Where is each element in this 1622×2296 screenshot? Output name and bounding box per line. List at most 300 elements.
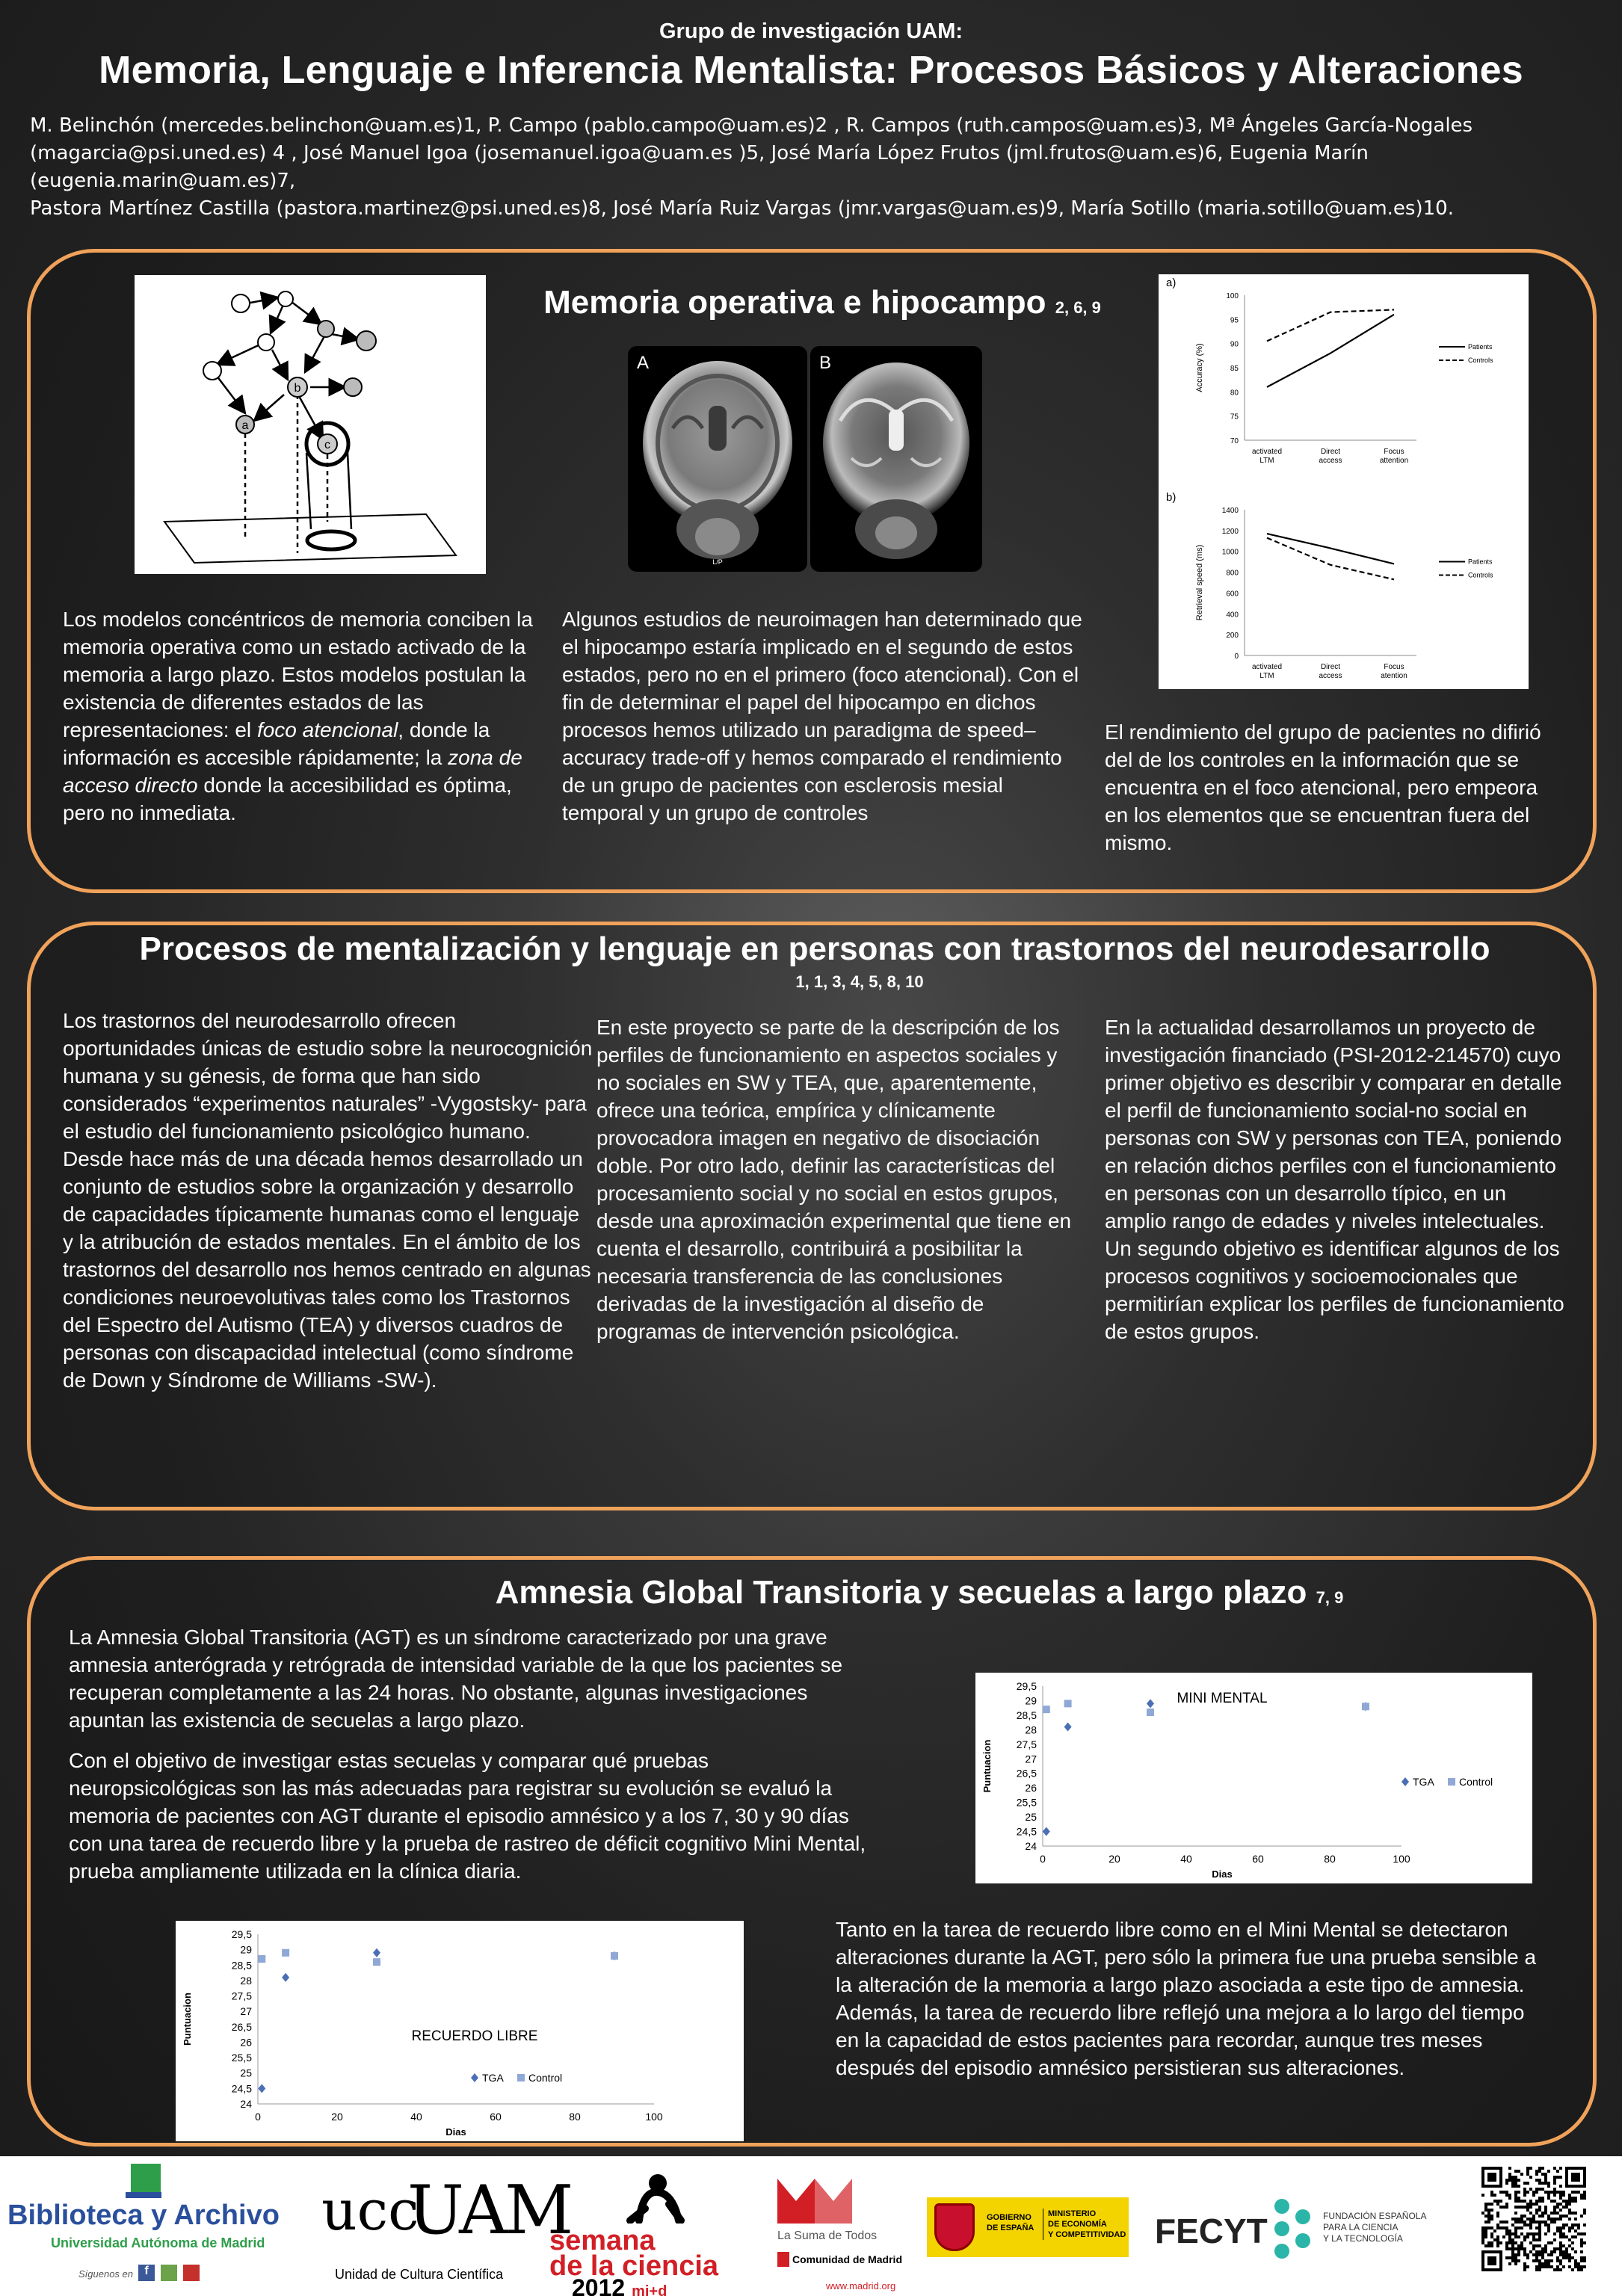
mri-image-b — [810, 346, 982, 572]
qr-module — [1547, 2259, 1550, 2262]
legend-label: Patients — [1468, 343, 1493, 351]
y-tick-label: 28,5 — [1016, 1709, 1037, 1721]
qr-module — [1520, 2244, 1523, 2247]
qr-module — [1550, 2265, 1553, 2268]
section-mentalizacion-title-text: Procesos de mentalización y lenguaje en personas con trastornos del neurodesarrollo — [139, 931, 1490, 967]
qr-module — [1514, 2182, 1517, 2185]
y-tick-label: 95 — [1230, 316, 1239, 325]
qr-module — [1532, 2232, 1535, 2235]
qr-module — [1559, 2218, 1562, 2221]
qr-module — [1559, 2247, 1562, 2250]
qr-module — [1547, 2229, 1550, 2232]
qr-module — [1544, 2191, 1547, 2194]
qr-module — [1484, 2215, 1487, 2218]
qr-module — [1553, 2167, 1556, 2170]
gobierno-label — [987, 2212, 1034, 2233]
legend-label: Control — [1459, 1776, 1493, 1788]
qr-module — [1514, 2229, 1517, 2232]
qr-module — [1535, 2238, 1538, 2241]
section-amnesia-p2: Con el objetivo de investigar estas secuelas y comparar qué pruebas neuropsicológicas son las más adecuadas para registrar su evolución se evaluó la memoria de pacientes con AGT durante el episodio amnésico y a los 7, 30 y 90 días con una tarea de recuerdo libre y la prueba de rastreo de déficit cognitivo Mini Mental, prueba ampliamente utilizada en la clínica diaria. — [69, 1749, 866, 1883]
qr-module — [1496, 2215, 1499, 2218]
qr-module — [1559, 2235, 1562, 2238]
x-axis-label: Dias — [445, 2126, 466, 2138]
qr-module — [1544, 2176, 1547, 2179]
qr-module — [1583, 2209, 1586, 2212]
qr-module — [1556, 2203, 1559, 2206]
qr-module — [1562, 2191, 1565, 2194]
x-tick-label: 60 — [1252, 1853, 1264, 1865]
qr-module — [1550, 2218, 1553, 2221]
qr-module — [1529, 2212, 1532, 2215]
qr-module — [1484, 2209, 1487, 2212]
qr-module — [1517, 2259, 1520, 2262]
qr-module — [1523, 2268, 1526, 2271]
qr-module — [1508, 2197, 1511, 2200]
qr-module — [1553, 2221, 1556, 2224]
qr-module — [1523, 2235, 1526, 2238]
qr-module — [1535, 2191, 1538, 2194]
qr-module — [1538, 2182, 1541, 2185]
memory-network-diagram — [135, 275, 486, 574]
qr-module — [1547, 2170, 1550, 2173]
qr-module — [1568, 2200, 1571, 2203]
y-axis-label: Puntuacion — [182, 1993, 193, 2046]
semana-ciencia-logo[interactable] — [549, 2171, 729, 2296]
legend-marker — [1448, 1778, 1455, 1786]
cm-name: Comunidad de Madrid — [792, 2253, 902, 2265]
qr-module — [1529, 2221, 1532, 2224]
qr-module — [1550, 2250, 1553, 2253]
data-point-tga — [258, 2084, 265, 2093]
qr-module — [1559, 2259, 1562, 2262]
qr-module — [1541, 2188, 1544, 2191]
qr-module — [1481, 2232, 1484, 2235]
chart-panel-label: a) — [1166, 277, 1177, 289]
x-tick-label: atention — [1381, 672, 1407, 680]
youtube-icon[interactable] — [183, 2265, 200, 2281]
qr-module — [1526, 2265, 1529, 2268]
qr-module — [1490, 2226, 1493, 2229]
qr-module — [1517, 2250, 1520, 2253]
qr-module — [1535, 2226, 1538, 2229]
facebook-icon[interactable]: f — [138, 2265, 155, 2281]
qr-module — [1523, 2215, 1526, 2218]
y-tick-label: 85 — [1230, 365, 1239, 373]
qr-module — [1505, 2182, 1508, 2185]
qr-module — [1523, 2221, 1526, 2224]
qr-module — [1556, 2268, 1559, 2271]
y-tick-label: 600 — [1226, 590, 1239, 599]
qr-module — [1487, 2203, 1490, 2206]
biblioteca-logo[interactable] — [7, 2164, 321, 2291]
legend-marker — [471, 2073, 478, 2082]
gobierno-espana-logo[interactable] — [927, 2197, 1129, 2257]
fecyt-fundacion — [1323, 2211, 1426, 2244]
y-axis-label: Accuracy (%) — [1195, 343, 1204, 392]
qr-module — [1514, 2262, 1517, 2265]
section-amnesia-refs: 7, 9 — [1316, 1588, 1344, 1607]
qr-module — [1517, 2244, 1520, 2247]
qr-module — [1538, 2197, 1541, 2200]
qr-module — [1490, 2218, 1493, 2221]
qr-module — [1532, 2215, 1535, 2218]
qr-module — [1490, 2194, 1493, 2197]
qr-module — [1574, 2250, 1577, 2253]
qr-module — [1490, 2241, 1493, 2244]
qr-module — [1499, 2200, 1502, 2203]
qr-module — [1565, 2253, 1568, 2256]
data-point-tga — [1043, 1827, 1050, 1836]
fecyt-logo[interactable] — [1155, 2197, 1469, 2265]
qr-module — [1571, 2241, 1574, 2244]
qr-module — [1508, 2167, 1511, 2170]
biblioteca-icon-shadow — [126, 2192, 161, 2198]
qr-module — [1568, 2229, 1571, 2232]
qr-module — [1535, 2268, 1538, 2271]
network-svg — [135, 275, 486, 574]
qr-module — [1565, 2203, 1568, 2206]
qr-module — [1505, 2194, 1508, 2197]
qr-module — [1523, 2238, 1526, 2241]
qr-module — [1574, 2265, 1577, 2268]
mri-label-lp: L/P — [712, 558, 723, 566]
qr-module — [1493, 2238, 1496, 2241]
y-tick-label: 24,5 — [1016, 1825, 1037, 1838]
qr-module — [1538, 2221, 1541, 2224]
qr-module — [1517, 2226, 1520, 2229]
qr-module — [1553, 2179, 1556, 2182]
qr-module — [1538, 2167, 1541, 2170]
x-tick-label: Direct — [1320, 663, 1341, 671]
qr-module — [1505, 2203, 1508, 2206]
qr-module — [1553, 2209, 1556, 2212]
qr-module — [1526, 2182, 1529, 2185]
qr-module — [1514, 2206, 1517, 2209]
qr-module — [1547, 2265, 1550, 2268]
qr-module — [1580, 2232, 1583, 2235]
x-tick-label: 20 — [1108, 1853, 1120, 1865]
legend-marker — [1401, 1777, 1409, 1786]
qr-module — [1538, 2200, 1541, 2203]
y-tick-label: 25 — [1025, 1811, 1037, 1824]
mini-mental-svg — [975, 1673, 1532, 1883]
qr-module — [1481, 2241, 1484, 2244]
qr-module — [1481, 2229, 1484, 2232]
fecyt-text: FECYT — [1155, 2212, 1268, 2250]
y-tick-label: 400 — [1226, 611, 1239, 620]
qr-module — [1580, 2241, 1583, 2244]
qr-module — [1583, 2259, 1586, 2262]
y-tick-label: 25 — [240, 2067, 252, 2079]
mri-label-a: A — [637, 353, 650, 373]
qr-module — [1526, 2173, 1529, 2176]
qr-module — [1526, 2167, 1529, 2170]
qr-module — [1580, 2256, 1583, 2259]
qr-module — [1511, 2259, 1514, 2262]
gob-line2: DE ESPAÑA — [987, 2224, 1034, 2232]
qr-module — [1541, 2262, 1544, 2265]
poster-title: Memoria, Lenguaje e Inferencia Mentalista: Procesos Básicos y Alteraciones — [99, 49, 1523, 92]
qr-module — [1580, 2215, 1583, 2218]
fund-line2: PARA LA CIENCIA — [1323, 2222, 1399, 2232]
qr-module — [1496, 2212, 1499, 2215]
qr-module — [1517, 2179, 1520, 2182]
min-line3: Y COMPETITIVIDAD — [1048, 2230, 1126, 2239]
uam-text: UAM — [407, 2171, 571, 2250]
qr-module — [1529, 2206, 1532, 2209]
mini-mental-chart — [975, 1673, 1532, 1883]
y-tick-label: 26 — [240, 2036, 252, 2049]
qr-module — [1538, 2206, 1541, 2209]
y-axis-label: Retrieval speed (ms) — [1195, 544, 1204, 621]
qr-module — [1559, 2185, 1562, 2188]
siguenos-label: Síguenos en — [78, 2268, 134, 2280]
qr-module — [1496, 2244, 1499, 2247]
qr-module — [1538, 2188, 1541, 2191]
semana-line1: semana — [549, 2225, 656, 2256]
qr-module — [1520, 2247, 1523, 2250]
qr-module — [1559, 2232, 1562, 2235]
qr-module — [1574, 2262, 1577, 2265]
series-line-patients — [1267, 315, 1394, 387]
x-tick-label: access — [1319, 457, 1342, 465]
qr-module — [1511, 2241, 1514, 2244]
qr-module — [1484, 2221, 1487, 2224]
qr-module — [1553, 2188, 1556, 2191]
qr-module — [1535, 2170, 1538, 2173]
qr-module — [1526, 2218, 1529, 2221]
qr-module — [1487, 2218, 1490, 2221]
qr-module — [1493, 2200, 1496, 2203]
qr-module — [1532, 2235, 1535, 2238]
qr-module — [1538, 2232, 1541, 2235]
qr-module — [1574, 2200, 1577, 2203]
data-point-tga — [1147, 1699, 1154, 1708]
qr-module — [1520, 2215, 1523, 2218]
qr-module — [1505, 2244, 1508, 2247]
accuracy-speed-charts — [1159, 274, 1529, 689]
qr-module — [1523, 2194, 1526, 2197]
y-axis-label: Puntuacion — [981, 1739, 993, 1793]
legend-label: TGA — [482, 2072, 504, 2084]
qr-module — [1580, 2197, 1583, 2200]
qr-module — [1523, 2265, 1526, 2268]
qr-module — [1577, 2224, 1580, 2226]
biblioteca-icon — [131, 2164, 161, 2194]
section-memoria-title — [493, 284, 1151, 321]
qr-module — [1508, 2179, 1511, 2182]
cm-slogan: La Suma de Todos — [777, 2229, 878, 2242]
qr-module — [1505, 2179, 1508, 2182]
qr-module — [1550, 2241, 1553, 2244]
section-memoria-col1 — [63, 605, 541, 827]
qr-module — [1529, 2226, 1532, 2229]
comunidad-madrid-logo[interactable] — [774, 2179, 923, 2296]
semana-line2: de la ciencia — [549, 2250, 719, 2282]
cm-url[interactable]: www.madrid.org — [826, 2280, 896, 2292]
qr-module — [1520, 2173, 1523, 2176]
qr-module — [1535, 2250, 1538, 2253]
qr-module — [1541, 2256, 1544, 2259]
qr-module — [1541, 2200, 1544, 2203]
qr-module — [1514, 2197, 1517, 2200]
qr-module — [1526, 2235, 1529, 2238]
qr-module — [1553, 2182, 1556, 2185]
qr-module — [1514, 2170, 1517, 2173]
qr-module — [1559, 2176, 1562, 2179]
qr-module — [1577, 2262, 1580, 2265]
qr-module — [1484, 2206, 1487, 2209]
qr-module — [1583, 2224, 1586, 2226]
data-point-control — [1362, 1703, 1369, 1710]
qr-module — [1529, 2200, 1532, 2203]
qr-module — [1526, 2253, 1529, 2256]
y-tick-label: 0 — [1234, 652, 1239, 661]
qr-module — [1553, 2191, 1556, 2194]
qr-module — [1574, 2229, 1577, 2232]
qr-module — [1544, 2224, 1547, 2226]
qr-module — [1553, 2247, 1556, 2250]
qr-module — [1544, 2212, 1547, 2215]
y-tick-label: 26 — [1025, 1782, 1037, 1794]
qr-module — [1523, 2206, 1526, 2209]
qr-module — [1490, 2209, 1493, 2212]
qr-module — [1535, 2212, 1538, 2215]
qr-module — [1547, 2194, 1550, 2197]
qr-module — [1535, 2221, 1538, 2224]
social-icon[interactable] — [161, 2265, 177, 2281]
qr-module — [1481, 2235, 1484, 2238]
qr-module — [1523, 2262, 1526, 2265]
qr-module — [1544, 2179, 1547, 2182]
qr-module — [1538, 2259, 1541, 2262]
qr-module — [1535, 2200, 1538, 2203]
qr-module — [1526, 2209, 1529, 2212]
qr-module — [1535, 2253, 1538, 2256]
qr-module — [1532, 2238, 1535, 2241]
qr-module — [1484, 2226, 1487, 2229]
ucc-uam-logo[interactable] — [321, 2171, 571, 2291]
ucc-text: ucc — [321, 2179, 419, 2243]
qr-module — [1532, 2247, 1535, 2250]
x-tick-label: activated — [1251, 448, 1283, 456]
qr-module — [1496, 2224, 1499, 2226]
semana-year-text: 2012 — [572, 2274, 626, 2296]
qr-code[interactable] — [1478, 2164, 1589, 2274]
qr-module — [1514, 2232, 1517, 2235]
qr-module — [1514, 2241, 1517, 2244]
node-label-c: c — [324, 439, 330, 451]
qr-module — [1532, 2194, 1535, 2197]
qr-module — [1553, 2200, 1556, 2203]
qr-module — [1571, 2235, 1574, 2238]
x-tick-label: 40 — [410, 2111, 422, 2123]
qr-module — [1490, 2191, 1493, 2194]
qr-module — [1517, 2206, 1520, 2209]
qr-module — [1568, 2212, 1571, 2215]
section-amnesia-p1: La Amnesia Global Transitoria (AGT) es un síndrome caracterizado por una grave amnesia anterógrada y retrógrada de intensidad variable de la que los pacientes se recuperan completamente a las 24 horas. No obstante, algunas investigaciones apuntan las existencia de secuelas a largo plazo. — [69, 1626, 843, 1732]
y-tick-label: 29 — [240, 1943, 252, 1956]
qr-module — [1541, 2247, 1544, 2250]
qr-module — [1553, 2176, 1556, 2179]
qr-module — [1505, 2256, 1508, 2259]
fund-line3: Y LA TECNOLOGÍA — [1323, 2233, 1403, 2244]
qr-module — [1562, 2265, 1565, 2268]
qr-module — [1577, 2191, 1580, 2194]
qr-module — [1505, 2241, 1508, 2244]
qr-module — [1526, 2170, 1529, 2173]
qr-module — [1541, 2221, 1544, 2224]
y-tick-label: 1400 — [1221, 507, 1239, 515]
qr-module — [1583, 2191, 1586, 2194]
qr-module — [1538, 2226, 1541, 2229]
qr-module — [1538, 2170, 1541, 2173]
qr-module — [1535, 2179, 1538, 2182]
qr-module — [1559, 2209, 1562, 2212]
qr-module — [1559, 2203, 1562, 2206]
qr-module — [1568, 2259, 1571, 2262]
qr-module — [1547, 2262, 1550, 2265]
qr-module — [1556, 2226, 1559, 2229]
qr-module — [1544, 2232, 1547, 2235]
qr-module — [1550, 2259, 1553, 2262]
qr-module — [1526, 2256, 1529, 2259]
qr-module — [1559, 2262, 1562, 2265]
x-tick-label: LTM — [1259, 457, 1274, 465]
section-mentalizacion-col3: En la actualidad desarrollamos un proyecto de investigación financiado (PSI-2012-214570) cuyo primer objetivo es describir y comparar en detalle el perfil de funcionamiento social-no social en personas con SW y personas con TEA, poniendo en relación dichos perfiles con el funcionamiento en personas con un desarrollo típico, en un amplio rango de edades y niveles intelectuales. Un segundo objetivo es identificar algunos de los procesos cognitivos y socioemocionales que permitirían explicar los perfiles de funcionamiento de estos grupos. — [1105, 1016, 1564, 1343]
qr-module — [1484, 2229, 1487, 2232]
qr-module — [1508, 2241, 1511, 2244]
qr-module — [1529, 2241, 1532, 2244]
qr-module — [1541, 2197, 1544, 2200]
ucc-subtitle: Unidad de Cultura Científica — [335, 2267, 504, 2282]
y-tick-label: 24 — [240, 2098, 252, 2110]
qr-module — [1562, 2194, 1565, 2197]
qr-module — [1541, 2182, 1544, 2185]
qr-module — [1553, 2218, 1556, 2221]
author-line-3: Pastora Martínez Castilla (pastora.martinez@psi.uned.es)8, José María Ruiz Vargas (jmr.vargas@uam.es)9, María Sotillo (maria.sotillo@uam.es)10. — [30, 197, 1454, 220]
section-memoria-col3: El rendimiento del grupo de pacientes no difirió del de los controles en la información que se encuentra en el foco atencional, pero empeora en los elementos que se encuentran fuera del mismo. — [1105, 720, 1541, 854]
y-tick-label: 27 — [240, 2005, 252, 2018]
qr-module — [1571, 2197, 1574, 2200]
x-axis-label: Dias — [1212, 1868, 1233, 1880]
qr-module — [1550, 2200, 1553, 2203]
qr-module — [1538, 2224, 1541, 2226]
qr-module — [1568, 2194, 1571, 2197]
qr-module — [1580, 2259, 1583, 2262]
gob-line1: GOBIERNO — [987, 2213, 1032, 2222]
qr-module — [1490, 2244, 1493, 2247]
x-tick-label: 40 — [1180, 1853, 1192, 1865]
qr-module — [1559, 2268, 1562, 2271]
qr-module — [1556, 2265, 1559, 2268]
qr-module — [1523, 2250, 1526, 2253]
qr-module — [1565, 2224, 1568, 2226]
qr-module — [1550, 2221, 1553, 2224]
qr-module — [1568, 2244, 1571, 2247]
qr-module — [1508, 2256, 1511, 2259]
y-tick-label: 27 — [1025, 1753, 1037, 1765]
qr-module — [1505, 2232, 1508, 2235]
qr-module — [1550, 2253, 1553, 2256]
qr-module — [1520, 2200, 1523, 2203]
qr-module — [1520, 2218, 1523, 2221]
section-mentalizacion-col1: Los trastornos del neurodesarrollo ofrecen oportunidades únicas de estudio sobre la neurocognición humana y su génesis, de forma que han sido considerados “experimentos naturales” -Vygostsky- para el estudio del funcionamiento psicológico humano. Desde hace más de una década hemos desarrollado un conjunto de estudios sobre la organización y desarrollo de capacidades típicamente humanas como el lenguaje y la atribución de estados mentales. En el ámbito de los trastornos del desarrollo nos hemos centrado en algunas condiciones neuroevolutivas tales como los Trastornos del Espectro del Autismo (TEA) y diversos cuadros de personas con discapacidad intelectual (como síndrome de Down y Síndrome de Williams -SW-). — [63, 1009, 593, 1392]
qr-module — [1508, 2238, 1511, 2241]
qr-module — [1571, 2226, 1574, 2229]
qr-module — [1562, 2256, 1565, 2259]
qr-module — [1508, 2194, 1511, 2197]
